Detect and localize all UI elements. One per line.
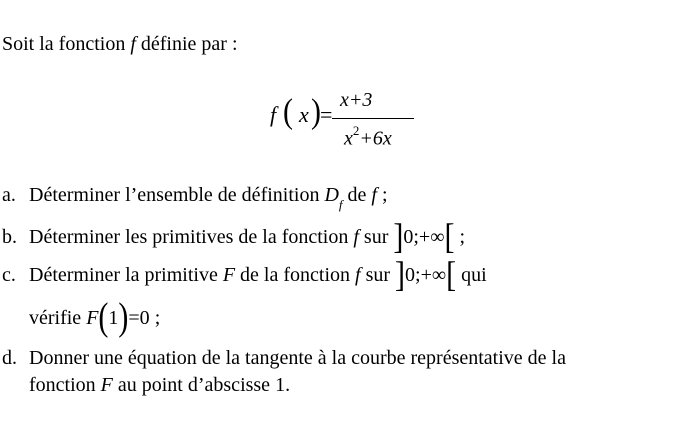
- item-b-text2: sur: [358, 226, 394, 248]
- item-c-line2-arg: 1: [108, 307, 119, 329]
- intro-suffix: définie par :: [135, 33, 238, 55]
- item-d-line1: Donner une équation de la tangente à la courbe représentative de la: [29, 347, 566, 369]
- item-b-text3: ;: [454, 226, 466, 248]
- item-c-paren-close: ): [118, 295, 129, 339]
- formula-close-paren: ): [311, 92, 321, 131]
- item-c-text4: qui: [456, 264, 487, 286]
- item-b-bracket-open: ]: [393, 216, 404, 257]
- item-a-text3: ;: [376, 184, 388, 206]
- intro-line: [2, 34, 238, 54]
- item-b-f: f: [353, 226, 359, 248]
- item-a-D-sub: f: [338, 197, 343, 212]
- item-a-D: D: [324, 184, 339, 206]
- item-c-line2-F: F: [86, 307, 99, 329]
- item-b-text1: Déterminer les primitives de la fonction: [29, 226, 354, 248]
- item-c-text2: de la fonction: [235, 264, 356, 286]
- item-c-line2-eq: =0: [128, 307, 150, 329]
- item-c-letter: c.: [2, 264, 16, 286]
- item-c-text3: sur: [360, 264, 396, 286]
- intro-prefix: Soit la fonction: [2, 33, 131, 55]
- item-c-line2-prefix: vérifie: [29, 307, 87, 329]
- den-exponent: 2: [352, 123, 360, 138]
- item-b-interval: 0;+∞: [403, 226, 445, 248]
- item-c-F: F: [222, 264, 236, 286]
- formula-denominator: [344, 123, 392, 150]
- item-d-letter: d.: [2, 347, 17, 369]
- item-c-line2-suffix: ;: [149, 307, 161, 329]
- item-a-letter: a.: [2, 184, 16, 206]
- formula-numerator: x+3: [340, 89, 373, 111]
- den-x: x: [344, 127, 353, 150]
- item-a-text: [29, 184, 388, 212]
- item-d-line2-F: F: [100, 374, 113, 396]
- item-d-line2: [29, 375, 290, 395]
- fraction-bar: [332, 118, 414, 119]
- item-c-line2: [29, 295, 161, 339]
- item-b-bracket-close: [: [444, 216, 455, 257]
- item-d-line2-prefix: fonction: [29, 374, 101, 396]
- den-rest: +6x: [359, 127, 392, 150]
- item-c-paren-open: (: [98, 295, 109, 339]
- formula-x: x: [299, 102, 309, 127]
- item-b-text: [29, 216, 466, 257]
- item-a-text2: de: [342, 184, 372, 206]
- item-c-text1: Déterminer la primitive: [29, 264, 223, 286]
- formula-open-paren: (: [283, 92, 293, 131]
- item-c-interval: 0;+∞: [405, 264, 447, 286]
- formula-equals: =: [320, 102, 333, 127]
- formula-f: f: [270, 102, 277, 127]
- item-d-line2-suffix: au point d’abscisse 1.: [112, 374, 291, 396]
- item-c-bracket-close: [: [446, 254, 457, 295]
- function-formula: [270, 90, 420, 150]
- item-b-letter: b.: [2, 226, 17, 248]
- item-c-f: f: [355, 264, 361, 286]
- item-a-text1: Déterminer l’ensemble de définition: [29, 184, 325, 206]
- item-c-bracket-open: ]: [395, 254, 406, 295]
- item-a-f: f: [371, 184, 377, 206]
- item-c-text: [29, 254, 487, 295]
- intro-f: f: [130, 33, 136, 55]
